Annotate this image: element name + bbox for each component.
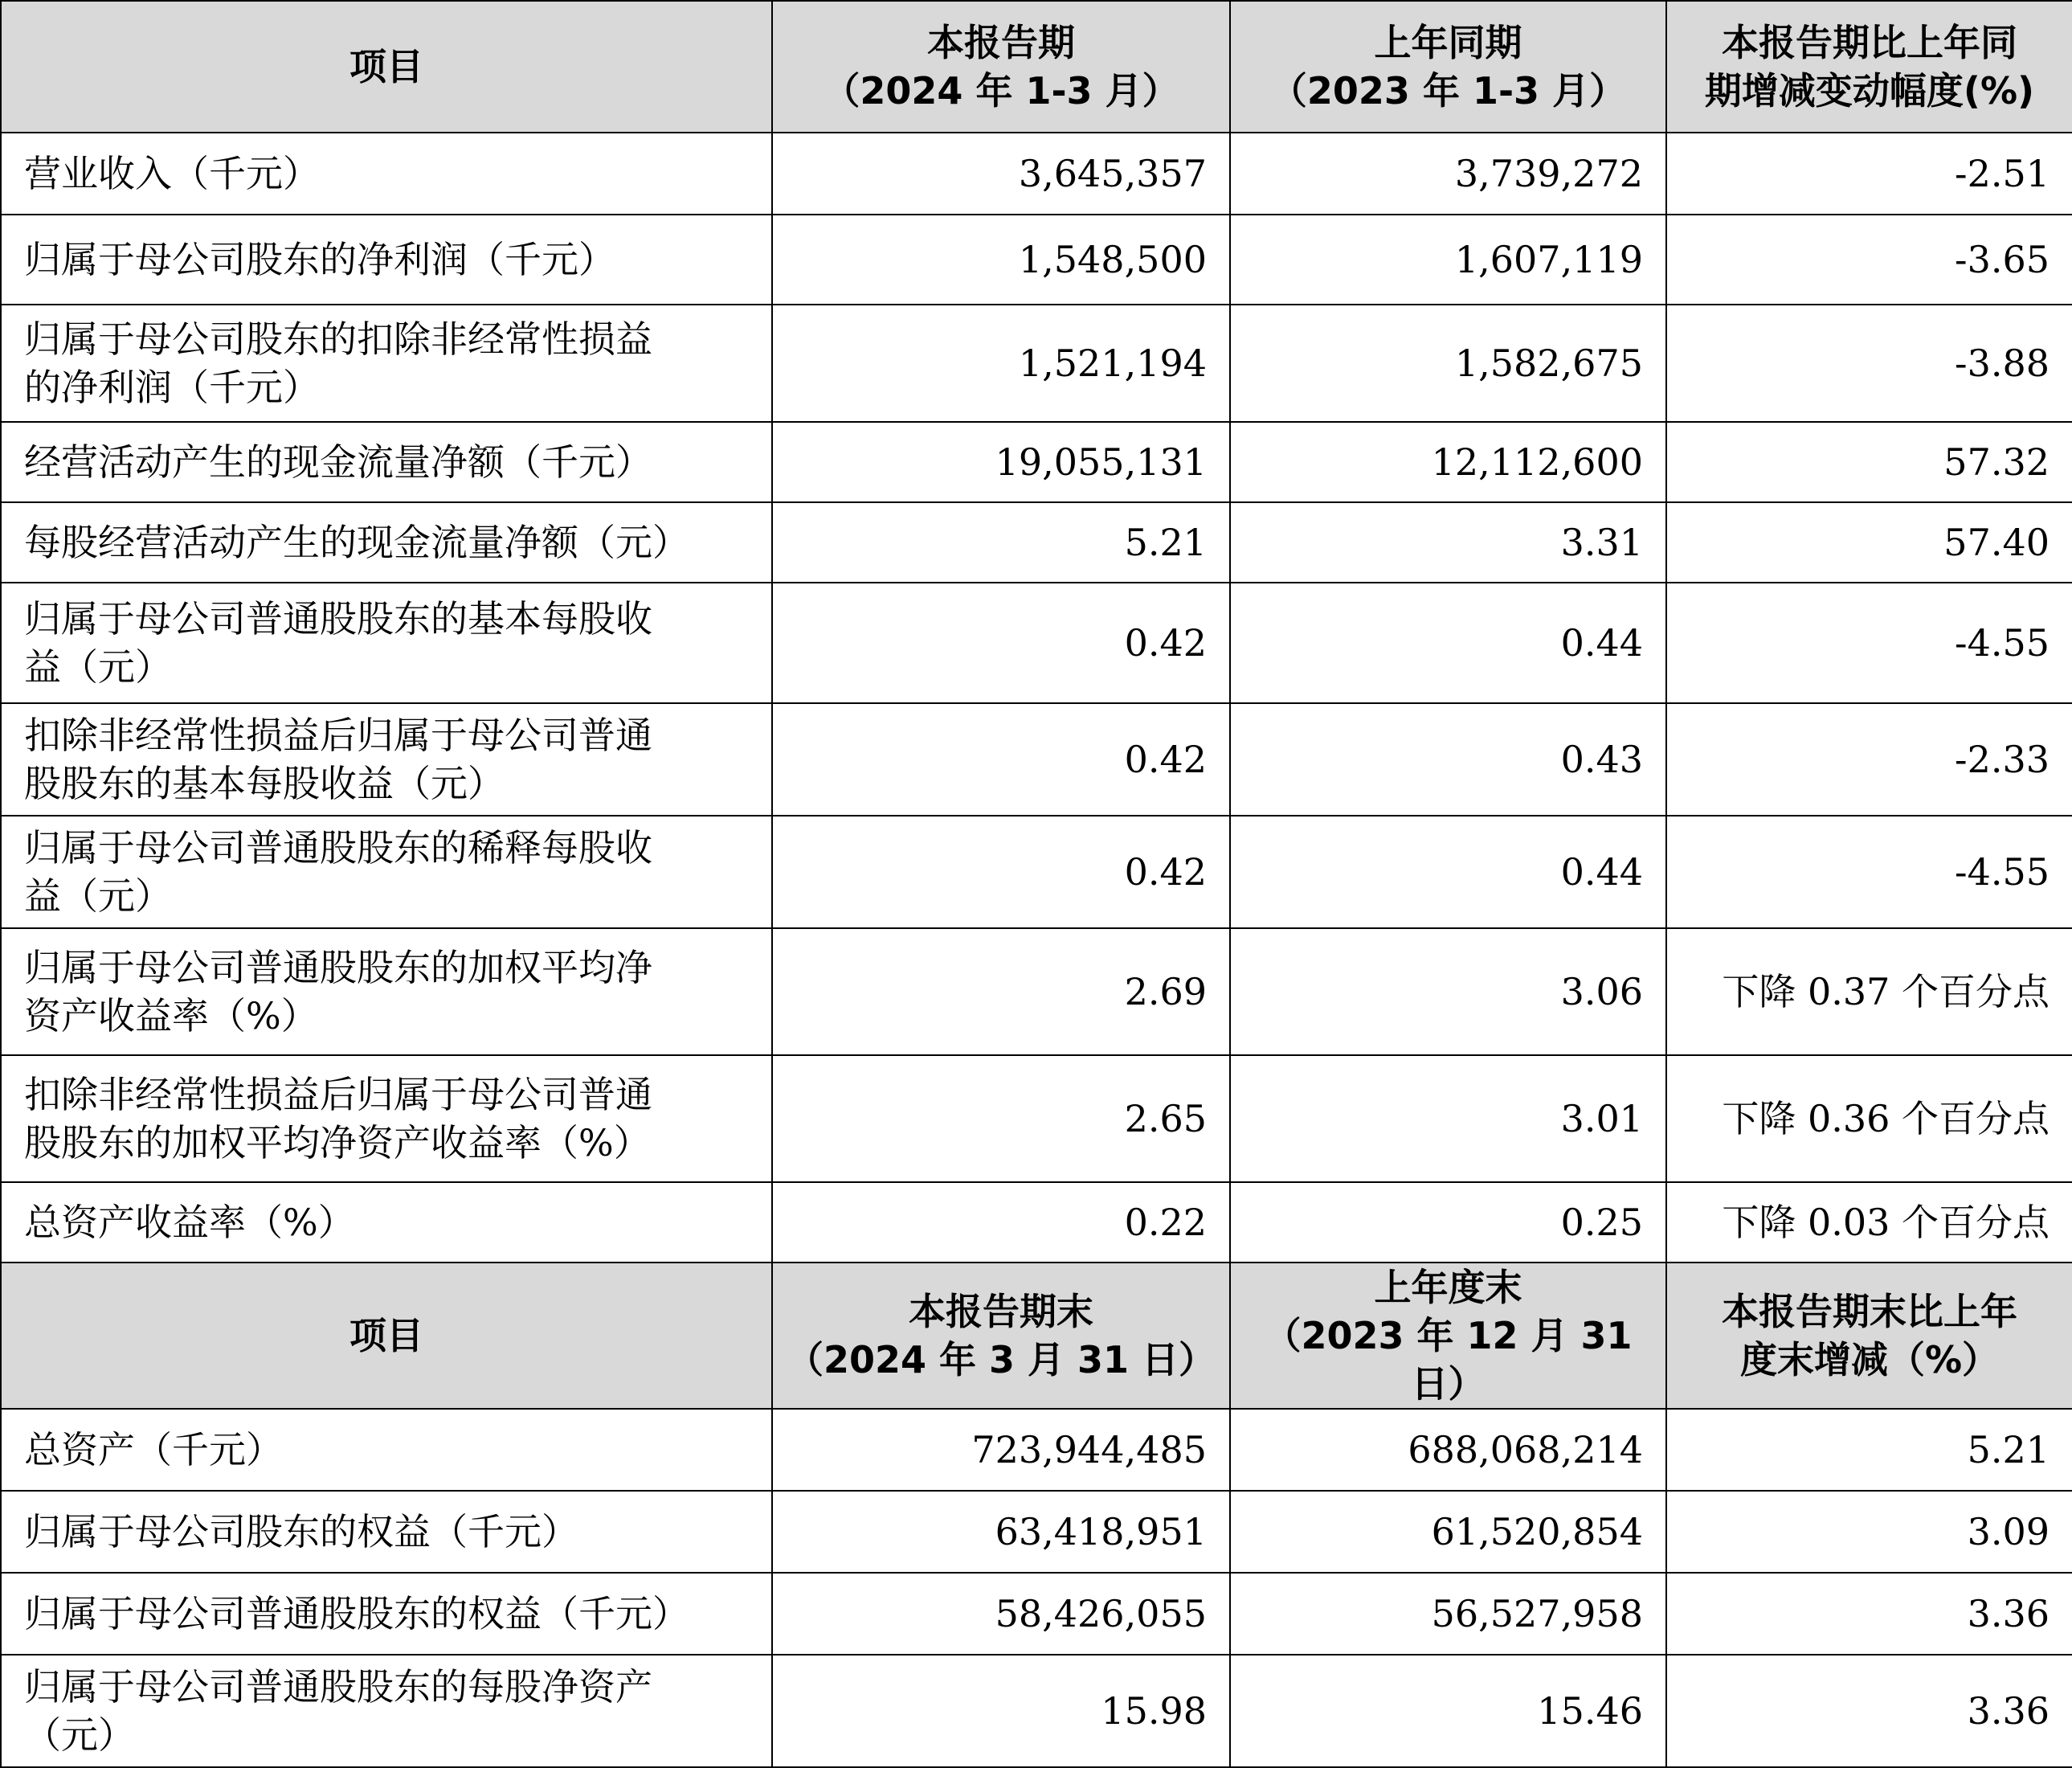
- row-value-change: 57.32: [1666, 422, 2072, 502]
- cell-line: （2023 年 1-3 月）: [1269, 69, 1627, 113]
- table-row: [1, 305, 2072, 422]
- row-value-change: 下降 0.37 个百分点: [1666, 928, 2072, 1055]
- row-item-label: [1, 133, 772, 215]
- row-value-current: 0.42: [772, 583, 1230, 703]
- header-current: [772, 1, 1230, 133]
- row-value-current: 1,521,194: [772, 305, 1230, 422]
- row-item-label: [1, 1655, 772, 1767]
- cell-line: 营业收入（千元）: [24, 152, 320, 195]
- cell-line: 归属于母公司股东的净利润（千元）: [24, 238, 615, 281]
- row-value-current: 0.42: [772, 816, 1230, 928]
- row-value-prior: 1,607,119: [1230, 215, 1666, 305]
- cell-line: 本报告期比上年同: [1722, 21, 2017, 64]
- cell-line: 归属于母公司普通股股东的基本每股收: [24, 597, 652, 640]
- row-value-change: 下降 0.03 个百分点: [1666, 1182, 2072, 1263]
- row-item-label: [1, 816, 772, 928]
- row-value-change: -2.51: [1666, 133, 2072, 215]
- table-row: [1, 502, 2072, 583]
- cell-line: 上年同期: [1374, 21, 1522, 64]
- cell-line: 本报告期末比上年: [1722, 1290, 2017, 1333]
- row-value-prior: 0.44: [1230, 816, 1666, 928]
- row-value-current: 723,944,485: [772, 1409, 1230, 1491]
- row-value-current: 5.21: [772, 502, 1230, 583]
- row-value-change: 3.36: [1666, 1655, 2072, 1767]
- cell-line: 经营活动产生的现金流量净额（千元）: [24, 440, 652, 484]
- row-value-prior: 0.43: [1230, 703, 1666, 816]
- row-item-label: [1, 583, 772, 703]
- cell-line: 归属于母公司普通股股东的每股净资产: [24, 1665, 652, 1709]
- row-value-current: 15.98: [772, 1655, 1230, 1767]
- cell-line: 益（元）: [24, 645, 172, 689]
- row-value-change: -3.65: [1666, 215, 2072, 305]
- table-row: [1, 1409, 2072, 1491]
- cell-line: （元）: [24, 1713, 135, 1757]
- cell-line: 归属于母公司普通股股东的加权平均净: [24, 946, 652, 989]
- row-value-change: -3.88: [1666, 305, 2072, 422]
- table-row: [1, 422, 2072, 502]
- table-row: [1, 1182, 2072, 1263]
- table-row: [1, 583, 2072, 703]
- cell-line: （2024 年 1-3 月）: [823, 69, 1179, 113]
- header-prior: [1230, 1, 1666, 133]
- row-value-prior: 688,068,214: [1230, 1409, 1666, 1491]
- row-item-label: [1, 422, 772, 502]
- header-current: [772, 1263, 1230, 1409]
- cell-line: 益（元）: [24, 874, 172, 918]
- table-row: [1, 133, 2072, 215]
- cell-line: 股股东的加权平均净资产收益率（%）: [24, 1121, 651, 1164]
- row-value-prior: 3.01: [1230, 1055, 1666, 1182]
- row-value-current: 0.22: [772, 1182, 1230, 1263]
- cell-line: 股股东的基本每股收益（元）: [24, 762, 505, 805]
- row-item-label: [1, 215, 772, 305]
- row-item-label: [1, 703, 772, 816]
- row-item-label: [1, 1491, 772, 1573]
- cell-line: 每股经营活动产生的现金流量净额（元）: [24, 521, 689, 564]
- row-value-prior: 1,582,675: [1230, 305, 1666, 422]
- header-prior: [1230, 1263, 1666, 1409]
- cell-line: 资产收益率（%）: [24, 994, 318, 1037]
- cell-line: 扣除非经常性损益后归属于母公司普通: [24, 714, 652, 757]
- row-value-change: 3.09: [1666, 1491, 2072, 1573]
- cell-line: （2023 年 12 月 31 日）: [1264, 1314, 1633, 1406]
- cell-line: 本报告期: [927, 21, 1075, 64]
- cell-line: 归属于母公司普通股股东的权益（千元）: [24, 1592, 689, 1635]
- row-value-prior: 12,112,600: [1230, 422, 1666, 502]
- table-row: [1, 1491, 2072, 1573]
- cell-line: （2024 年 3 月 31 日）: [786, 1338, 1216, 1381]
- row-value-prior: 3.31: [1230, 502, 1666, 583]
- table-row: [1, 1055, 2072, 1182]
- row-value-current: 3,645,357: [772, 133, 1230, 215]
- row-value-prior: 3,739,272: [1230, 133, 1666, 215]
- cell-line: 归属于母公司股东的扣除非经常性损益: [24, 317, 652, 361]
- row-item-label: [1, 928, 772, 1055]
- cell-line: 本报告期末: [909, 1290, 1093, 1333]
- cell-line: 总资产（千元）: [24, 1428, 283, 1471]
- row-value-change: 5.21: [1666, 1409, 2072, 1491]
- row-value-current: 2.65: [772, 1055, 1230, 1182]
- row-value-change: -4.55: [1666, 583, 2072, 703]
- header-item: 项目: [1, 1, 772, 133]
- row-value-prior: 61,520,854: [1230, 1491, 1666, 1573]
- row-value-change: -4.55: [1666, 816, 2072, 928]
- row-item-label: [1, 1409, 772, 1491]
- row-value-change: 57.40: [1666, 502, 2072, 583]
- row-value-prior: 0.44: [1230, 583, 1666, 703]
- row-value-current: 2.69: [772, 928, 1230, 1055]
- cell-line: 归属于母公司普通股股东的稀释每股收: [24, 826, 652, 870]
- row-item-label: [1, 1573, 772, 1655]
- header-item: 项目: [1, 1263, 772, 1409]
- header-change: [1666, 1263, 2072, 1409]
- table-row: [1, 703, 2072, 816]
- header-change: [1666, 1, 2072, 133]
- row-item-label: [1, 502, 772, 583]
- row-value-current: 19,055,131: [772, 422, 1230, 502]
- table-row: [1, 215, 2072, 305]
- table-row: [1, 1573, 2072, 1655]
- cell-line: 期增减变动幅度(%): [1704, 69, 2035, 113]
- cell-line: 度末增减（%）: [1739, 1338, 2000, 1381]
- row-value-prior: 56,527,958: [1230, 1573, 1666, 1655]
- row-value-change: 3.36: [1666, 1573, 2072, 1655]
- row-value-change: 下降 0.36 个百分点: [1666, 1055, 2072, 1182]
- row-value-prior: 3.06: [1230, 928, 1666, 1055]
- table-body: [1, 1, 2072, 1767]
- row-item-label: [1, 305, 772, 422]
- row-value-prior: 15.46: [1230, 1655, 1666, 1767]
- table-row: [1, 1655, 2072, 1767]
- section2-header-row: [1, 1263, 2072, 1409]
- row-value-current: 0.42: [772, 703, 1230, 816]
- cell-line: 归属于母公司股东的权益（千元）: [24, 1510, 578, 1553]
- row-value-current: 63,418,951: [772, 1491, 1230, 1573]
- cell-line: 的净利润（千元）: [24, 366, 320, 409]
- row-item-label: [1, 1182, 772, 1263]
- cell-line: 扣除非经常性损益后归属于母公司普通: [24, 1073, 652, 1116]
- table-row: [1, 928, 2072, 1055]
- row-value-current: 1,548,500: [772, 215, 1230, 305]
- section1-header-row: [1, 1, 2072, 133]
- row-value-change: -2.33: [1666, 703, 2072, 816]
- cell-line: 上年度末: [1374, 1266, 1522, 1309]
- row-value-prior: 0.25: [1230, 1182, 1666, 1263]
- cell-line: 总资产收益率（%）: [24, 1201, 355, 1244]
- row-item-label: [1, 1055, 772, 1182]
- table-row: [1, 816, 2072, 928]
- row-value-current: 58,426,055: [772, 1573, 1230, 1655]
